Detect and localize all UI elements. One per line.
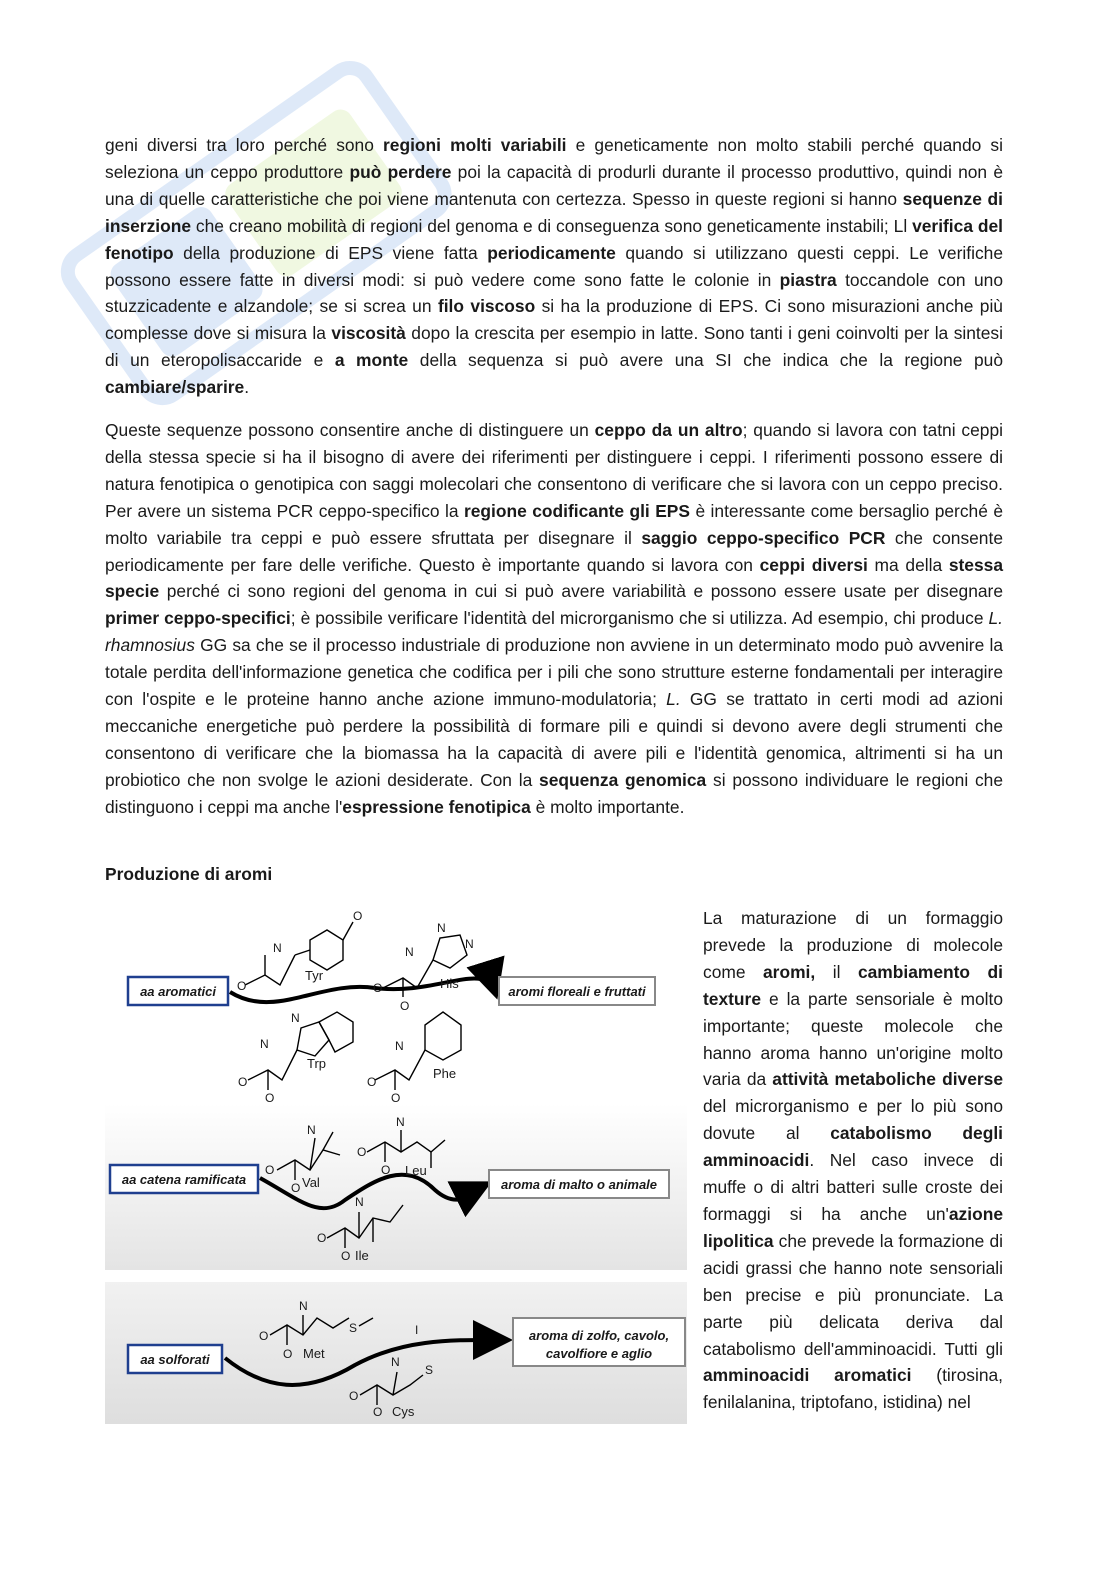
molecule-his: [373, 921, 474, 1013]
p1-run: dopo la crescita per esempio in latte. Sono tanti i geni coinvolti per la sintesi di un eteropolisaccaride e: [105, 323, 1003, 371]
p1-run: viscosità: [331, 323, 406, 344]
svg-text:N: N: [396, 1115, 405, 1129]
svg-text:O: O: [353, 909, 363, 923]
svg-text:N: N: [299, 1299, 308, 1313]
p1-run: si ha la produzione di EPS. Ci sono misurazioni anche più complesse dove si misura la: [105, 296, 1003, 344]
molecule-phe: [367, 1012, 461, 1105]
paragraph-eps-instability: [105, 132, 1003, 401]
svg-text:N: N: [437, 921, 446, 935]
molecule-met: [259, 1299, 373, 1361]
p2-run: è interessante come bersaglio perché è molto variabile tra ceppi e può essere sfruttata per disegnare il: [105, 500, 1003, 548]
side-run: . Nel caso invece di muffe o di altri batteri sulle croste dei formaggi si ha anche un': [703, 1150, 1003, 1224]
p2-run: ma della: [867, 554, 949, 575]
p2-run: GG se trattato in certi modi ad azioni meccaniche energetiche può perdere la possibilità di formare pili e quindi si devono avere degli strumenti che consentono di verificare che la biomassa ha la capacità di avere pili e l'identità genomica, altrimenti si ha un probiotico che non svolge le azioni desiderate. Con la: [105, 689, 1003, 790]
aa-label-cys: Cys: [392, 1404, 415, 1419]
aroma-pathway-figure: [105, 900, 687, 1425]
section-heading-aromas: Produzione di aromi: [105, 864, 273, 884]
p2-run: regione codificante gli EPS: [463, 500, 690, 521]
svg-text:O: O: [400, 999, 410, 1013]
svg-text:S: S: [349, 1321, 358, 1335]
p1-run: periodicamente: [487, 242, 616, 263]
p1-run: della produzione di EPS viene fatta: [173, 242, 488, 263]
p2-run: espressione fenotipica: [342, 796, 531, 817]
p1-run: geni diversi tra loro perché sono: [105, 135, 384, 155]
p1-run: verifica del fenotipo: [105, 215, 1004, 263]
svg-text:O: O: [283, 1347, 293, 1361]
aa-label-ile: Ile: [355, 1248, 369, 1263]
p1-run: a monte: [334, 350, 409, 371]
svg-text:N: N: [391, 1355, 400, 1369]
molecule-val: [265, 1123, 340, 1195]
svg-text:S: S: [425, 1363, 434, 1377]
p1-run: cambiare/sparire: [105, 377, 245, 398]
svg-text:O: O: [373, 1405, 383, 1419]
svg-text:O: O: [391, 1091, 401, 1105]
p1-run: toccandole con uno stuzzicadente e alzandole; se si screa un: [105, 269, 1003, 317]
side-run: La maturazione di un formaggio prevede la produzione di molecole come: [703, 908, 1003, 982]
p1-run: poi la capacità di produrli durante il processo produttivo, quindi non è una di quelle caratteristiche che poi viene mantenuta con certezza. Spesso in queste regioni si hanno: [105, 161, 1004, 209]
molecule-tyr: [237, 909, 362, 993]
p2-run: ; quando si lavora con tatni ceppi della stessa specie si ha il bisogno di avere dei riferimenti per distinguere i ceppi. I riferimenti possono essere di natura fenotipica o genotipica con saggi molecolari che consentono di verificare che si lavora con un ceppo preciso. Per avere un sistema PCR ceppo-specifico la: [105, 420, 1003, 521]
side-run: del microrganismo e per lo più sono dovute al: [703, 1096, 1003, 1144]
p1-run: che creano mobilità di regioni del genoma e di conseguenza sono geneticamente instabili; Ll: [191, 215, 913, 236]
group-branched: [110, 1115, 669, 1263]
p1-run: .: [244, 377, 250, 398]
aa-label-tyr: Tyr: [305, 968, 324, 983]
p2-run: Queste sequenze possono consentire anche di distinguere un: [105, 420, 595, 440]
svg-text:N: N: [307, 1123, 316, 1137]
svg-text:O: O: [317, 1231, 327, 1245]
p2-run: è molto importante.: [530, 796, 685, 817]
svg-text:N: N: [465, 937, 474, 951]
svg-text:O: O: [349, 1389, 359, 1403]
aa-label-phe: Phe: [433, 1066, 457, 1081]
side-run: e la parte sensoriale è molto importante; queste molecole che hanno aroma hanno un'origine molto varia da: [703, 988, 1003, 1090]
aa-label-his: His: [440, 976, 459, 991]
aa-label-leu: Leu: [405, 1163, 427, 1178]
aa-label-val: Val: [302, 1175, 320, 1190]
side-run: (tirosina, fenilalanina, triptofano, istidina) nel: [703, 1365, 1003, 1413]
svg-text:N: N: [260, 1037, 269, 1051]
svg-text:N: N: [273, 941, 282, 955]
svg-text:O: O: [381, 1163, 391, 1177]
p1-run: può perdere: [349, 161, 452, 182]
aa-label-met: Met: [303, 1346, 325, 1361]
p1-run: regioni molti variabili: [383, 135, 567, 155]
group-label-branched: aa catena ramificata: [121, 1172, 247, 1187]
p2-run: L. rhamnosius: [105, 608, 1004, 656]
paragraph-aroma-production: [703, 905, 1003, 1416]
svg-text:N: N: [355, 1195, 364, 1209]
svg-text:N: N: [405, 945, 414, 959]
p2-run: si possono individuare le regioni che distinguono i ceppi ma anche l': [105, 769, 1003, 817]
p1-run: sequenze di inserzione: [105, 188, 1004, 236]
p1-run: quando si utilizzano questi ceppi. Le verifiche possono essere fatte in diversi modi: si può vedere come sono fatte le colonie in: [105, 242, 1003, 290]
side-run: che prevede la formazione di acidi grassi che hanno note sensoriali ben precise e più pronunciate. La parte più delicata deriva dal catabolismo dell'amminoacidi. Tutti gli: [703, 1230, 1003, 1359]
p2-run: GG sa che se il processo industriale di produzione non avviene in un determinato modo può avvenire la totale perdita dell'informazione genetica che codifica per i pili che sono strutture esterne fondamentali per interagire con l'ospite e le proteine hanno anche azione immuno-modulatoria;: [105, 635, 1003, 710]
p1-run: piastra: [779, 269, 837, 290]
svg-text:N: N: [291, 1011, 300, 1025]
aa-label-trp: Trp: [307, 1056, 327, 1071]
side-run: amminoacidi aromatici: [703, 1365, 912, 1386]
p2-run: ceppo da un altro: [594, 420, 743, 440]
paragraph-strain-identification: [105, 417, 1003, 821]
p2-run: sequenza genomica: [539, 769, 707, 790]
p2-run: stessa specie: [105, 554, 1003, 602]
svg-text:N: N: [395, 1039, 404, 1053]
side-run: azione lipolitica: [703, 1203, 1003, 1251]
pathway-arrow-sulfur: [225, 1340, 505, 1385]
molecule-leu: [357, 1115, 445, 1178]
p2-run: L.: [666, 689, 681, 710]
result-label-branched: aroma di malto o animale: [500, 1177, 658, 1192]
pathway-diagram: [105, 900, 687, 1425]
side-run: il: [815, 961, 858, 982]
p1-run: e geneticamente non molto stabili perché quando si seleziona un ceppo produttore: [105, 135, 1003, 182]
svg-text:O: O: [265, 1163, 275, 1177]
p2-run: che consente periodicamente per fare delle verifiche. Questo è importante quando si lavora con: [105, 527, 1003, 575]
result-label-aromatic: aromi floreali e fruttati: [508, 984, 646, 999]
group-label-aromatic: aa aromatici: [140, 984, 216, 999]
p1-run: della sequenza si può avere una SI che indica che la regione può: [408, 350, 1003, 371]
side-run: cambiamento di texture: [703, 961, 1003, 1009]
p2-run: primer ceppo-specifici: [105, 608, 291, 629]
svg-text:O: O: [265, 1091, 275, 1105]
side-run: aromi,: [763, 961, 816, 982]
result-label-sulfur-line1: aroma di zolfo, cavolo,: [528, 1328, 670, 1343]
svg-text:O: O: [373, 981, 383, 995]
p2-run: ; è possibile verificare l'identità del microrganismo che si utilizza. Ad esempio, chi produce: [290, 608, 989, 629]
molecule-trp: [238, 1011, 353, 1105]
molecule-cys: [349, 1355, 433, 1419]
pathway-marker: I: [415, 1323, 419, 1337]
p2-run: perché ci sono regioni del genoma in cui si può avere variabilità e possono essere usate per disegnare: [159, 581, 1003, 602]
side-run: attività metaboliche diverse: [772, 1069, 1003, 1090]
p2-run: saggio ceppo-specifico PCR: [641, 527, 886, 548]
svg-text:O: O: [357, 1145, 367, 1159]
p1-run: filo viscoso: [437, 296, 536, 317]
svg-text:O: O: [367, 1075, 377, 1089]
group-aromatic: [128, 909, 655, 1105]
group-sulfur: [128, 1299, 685, 1419]
group-label-sulfur: aa solforati: [140, 1352, 210, 1367]
molecule-ile: [317, 1195, 403, 1263]
svg-text:O: O: [238, 1075, 248, 1089]
p2-run: ceppi diversi: [759, 554, 868, 575]
svg-text:O: O: [259, 1329, 269, 1343]
result-label-sulfur-line2: cavolfiore e aglio: [545, 1346, 653, 1361]
svg-text:O: O: [341, 1249, 351, 1263]
svg-text:O: O: [237, 979, 247, 993]
svg-text:O: O: [291, 1181, 301, 1195]
side-run: catabolismo degli amminoacidi: [703, 1123, 1004, 1171]
